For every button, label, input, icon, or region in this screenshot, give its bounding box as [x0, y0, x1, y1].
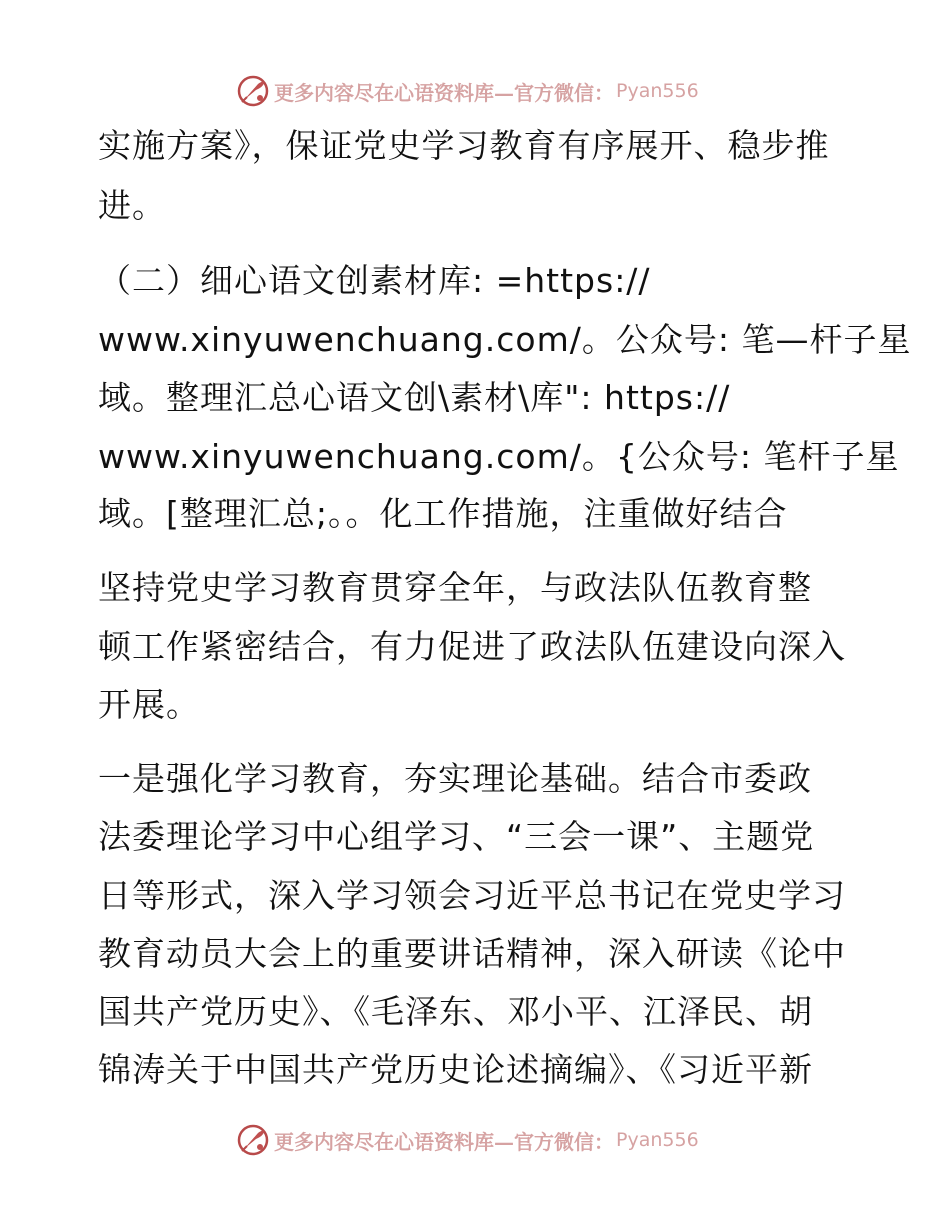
body-line: 域。[整理汇总;。。化工作措施，注重做好结合: [98, 494, 788, 533]
watermark-wechat-id: Pyan556: [616, 80, 699, 102]
body-line: 法委理论学习中心组学习、“三会一课”、主题党: [98, 817, 815, 856]
body-line: 坚持党史学习教育贯穿全年，与政法队伍教育整: [98, 568, 812, 607]
body-line: 一是强化学习教育，夯实理论基础。结合市委政: [98, 759, 812, 798]
watermark-text: 更多内容尽在心语资料库—官方微信：: [274, 1129, 614, 1154]
body-line: 开展。: [98, 685, 200, 724]
body-line: 域。整理汇总心语文创\素材\库": https://: [98, 378, 731, 417]
footer-watermark: [236, 1123, 699, 1157]
body-line: 国共产党历史》、《毛泽东、邓小平、江泽民、胡: [98, 992, 813, 1031]
body-line: www.xinyuwenchuang.com/。公众号: 笔—杆子星: [98, 320, 912, 359]
quill-pen-logo-icon: [236, 74, 270, 108]
body-line: 教育动员大会上的重要讲话精神，深入研读《论中: [98, 934, 846, 973]
body-line: 实施方案》，保证党史学习教育有序展开、稳步推: [98, 126, 830, 165]
body-line: （二）细心语文创素材库: =https://: [98, 261, 651, 300]
body-line: 锦涛关于中国共产党历史论述摘编》、《习近平新: [98, 1050, 813, 1089]
watermark-wechat-id: Pyan556: [616, 1129, 699, 1151]
body-line: 日等形式，深入学习领会习近平总书记在党史学习: [98, 876, 846, 915]
body-line: 进。: [98, 186, 166, 225]
body-line: 顿工作紧密结合，有力促进了政法队伍建设向深入: [98, 627, 846, 666]
header-watermark: [236, 74, 699, 108]
body-line: www.xinyuwenchuang.com/。{公众号: 笔杆子星: [98, 437, 900, 476]
quill-pen-logo-icon: [236, 1123, 270, 1157]
watermark-text: 更多内容尽在心语资料库—官方微信：: [274, 80, 614, 105]
